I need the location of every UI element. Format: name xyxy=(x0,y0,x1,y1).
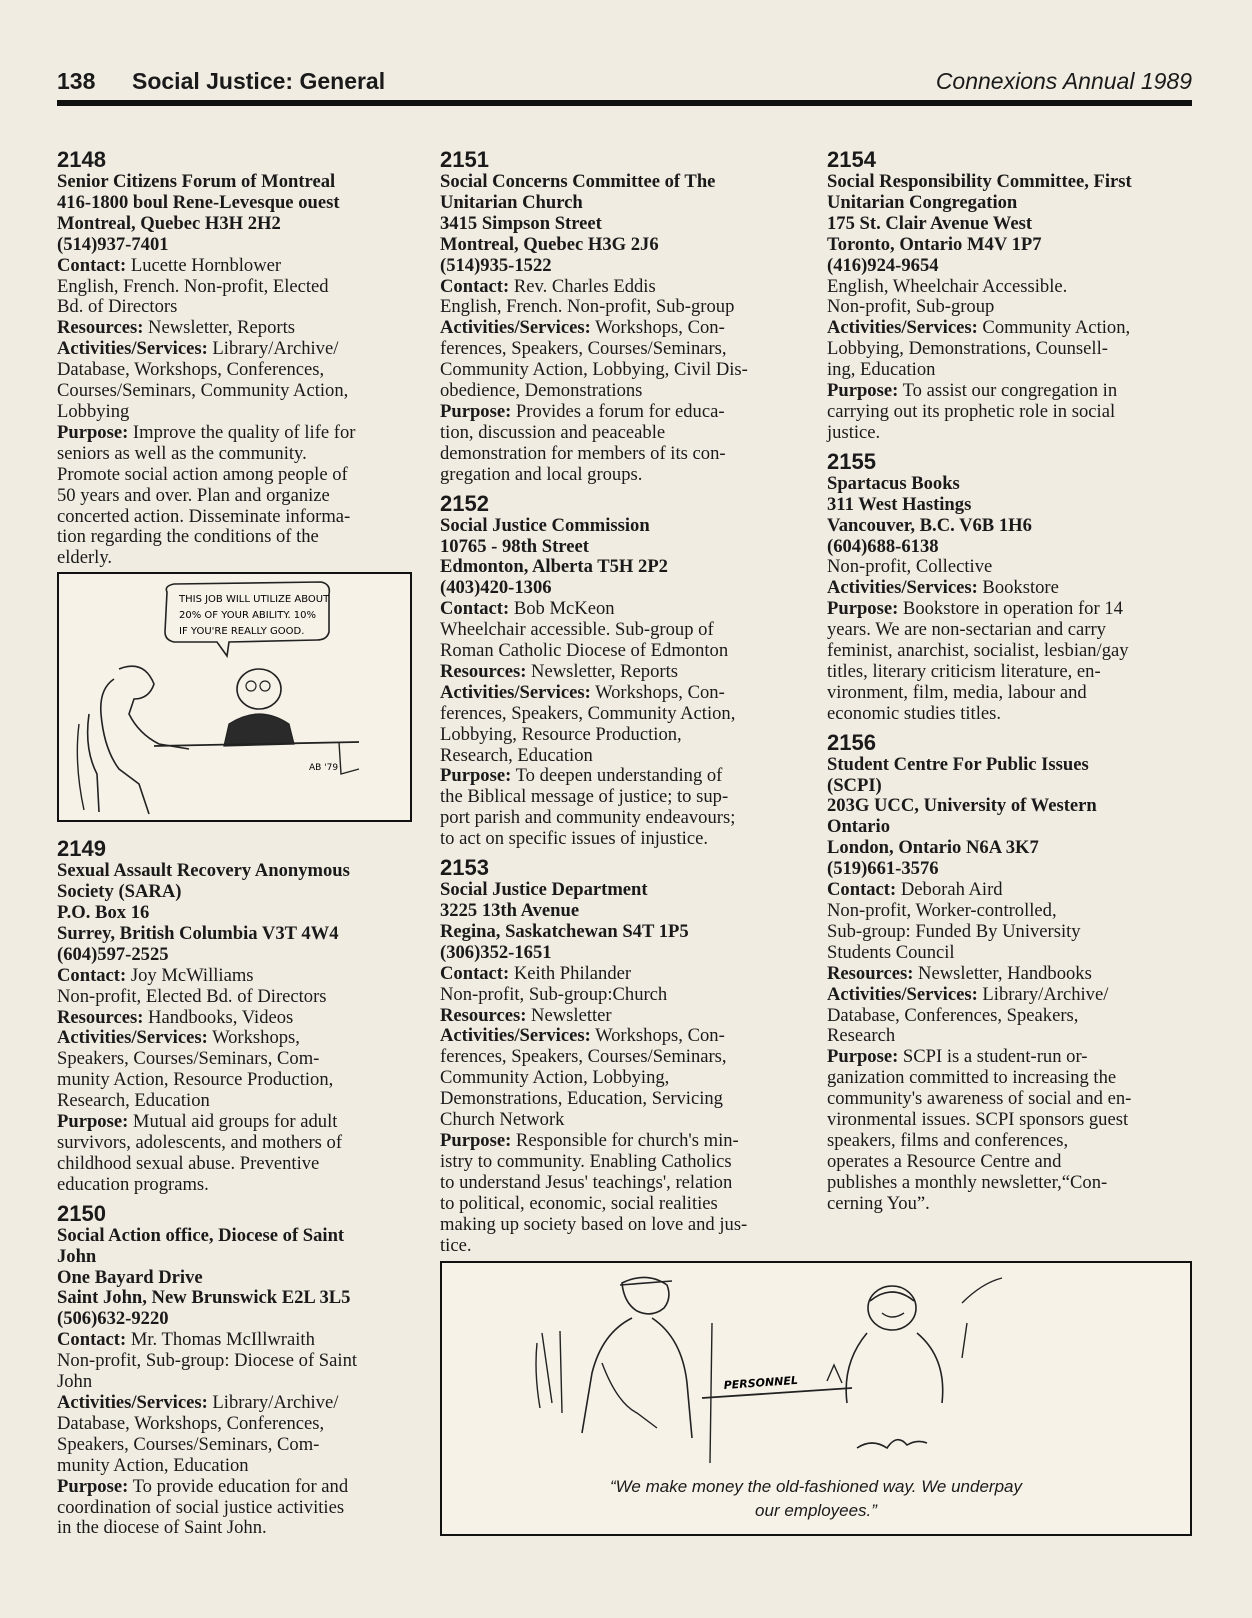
address-line: 10765 - 98th Street xyxy=(440,535,589,557)
address-line: Toronto, Ontario M4V 1P7 xyxy=(827,233,1042,255)
purpose-line: making up society based on love and jus- xyxy=(440,1213,748,1235)
contact-line xyxy=(440,964,810,985)
info-line: English, Wheelchair Accessible. xyxy=(827,275,1068,297)
purpose-label: Purpose: xyxy=(57,421,129,443)
address-line: One Bayard Drive xyxy=(57,1266,203,1288)
activities-line: Lobbying, Resource Production, xyxy=(440,723,682,745)
contact-value: Keith Philander xyxy=(509,962,632,984)
activities-line xyxy=(57,1028,427,1049)
entry-number: 2150 xyxy=(57,1200,106,1226)
purpose-line: childhood sexual abuse. Preventive xyxy=(57,1152,320,1174)
entry-number: 2152 xyxy=(440,490,489,516)
activities-line: Research, Education xyxy=(57,1090,210,1112)
address-line: 416-1800 boul Rene-Levesque ouest xyxy=(57,191,340,213)
purpose-line: elderly. xyxy=(57,547,113,569)
info-line: Non-profit, Sub-group xyxy=(827,296,995,318)
activities-line: Community Action, Lobbying, Civil Dis- xyxy=(440,359,748,381)
activities-value: Library/Archive/ xyxy=(977,983,1109,1005)
address-line: 175 St. Clair Avenue West xyxy=(827,212,1033,234)
cartoon-drawing xyxy=(59,574,410,820)
contact-line xyxy=(57,256,427,277)
info-line: Non-profit, Sub-group: Diocese of Saint xyxy=(57,1350,358,1372)
activities-line xyxy=(827,318,1197,339)
purpose-line: cerning You”. xyxy=(827,1192,930,1214)
address-line: Ontario xyxy=(827,816,891,838)
bubble-line: IF YOU'RE REALLY GOOD. xyxy=(179,626,305,637)
phone: (416)924-9654 xyxy=(827,254,939,276)
purpose-line: justice. xyxy=(827,421,881,443)
activities-label: Activities/Services: xyxy=(440,681,591,703)
purpose-line: education programs. xyxy=(57,1173,209,1195)
contact-value: Lucette Hornblower xyxy=(126,254,282,276)
contact-value: Deborah Aird xyxy=(896,879,1003,901)
activities-label: Activities/Services: xyxy=(827,317,978,339)
phone: (306)352-1651 xyxy=(440,941,552,963)
purpose-line: Promote social action among people of xyxy=(57,463,348,485)
activities-line: Lobbying, Demonstrations, Counsell- xyxy=(827,338,1108,360)
contact-line xyxy=(440,599,810,620)
org-name: Social Justice Commission xyxy=(440,514,650,536)
info-line: Non-profit, Collective xyxy=(827,556,993,578)
activities-line: Lobbying xyxy=(57,400,130,422)
activities-line: Database, Conferences, Speakers, xyxy=(827,1004,1079,1026)
purpose-line: years. We are non-sectarian and carry xyxy=(827,619,1106,641)
info-line: English, French. Non-profit, Elected xyxy=(57,275,329,297)
resources-value: Newsletter, Reports xyxy=(143,317,295,339)
purpose-value: Responsible for church's min- xyxy=(511,1129,739,1151)
org-name: Unitarian Congregation xyxy=(827,191,1018,213)
activities-line xyxy=(440,683,810,704)
purpose-line: publishes a monthly newsletter,“Con- xyxy=(827,1171,1108,1193)
purpose-line: feminist, anarchist, socialist, lesbian/gay xyxy=(827,640,1129,662)
activities-line xyxy=(827,578,1197,599)
purpose-value: Bookstore in operation for 14 xyxy=(898,598,1123,620)
purpose-value: Provides a forum for educa- xyxy=(511,400,725,422)
column-1 xyxy=(57,148,427,1545)
caption-line: “We make money the old-fashioned way. We underpay xyxy=(610,1477,1022,1496)
address-line: 3225 13th Avenue xyxy=(440,900,580,921)
resources-line xyxy=(57,318,427,339)
purpose-line: istry to community. Enabling Catholics xyxy=(440,1150,732,1172)
phone: (604)597-2525 xyxy=(57,943,169,965)
contact-value: Joy McWilliams xyxy=(126,964,254,986)
address-line: Surrey, British Columbia V3T 4W4 xyxy=(57,922,339,944)
info-line: Non-profit, Worker-controlled, xyxy=(827,900,1057,921)
resources-value: Newsletter, Handbooks xyxy=(913,962,1092,984)
info-line: Sub-group: Funded By University xyxy=(827,920,1081,942)
purpose-line: vironment, film, media, labour and xyxy=(827,681,1087,703)
purpose-value: To provide education for and xyxy=(128,1475,349,1497)
entry-2148 xyxy=(57,148,427,569)
activities-line: ing, Education xyxy=(827,359,936,381)
entry-2155 xyxy=(827,450,1197,725)
purpose-line: survivors, adolescents, and mothers of xyxy=(57,1132,343,1153)
activities-line: Research xyxy=(827,1025,896,1047)
contact-label: Contact: xyxy=(440,962,510,984)
entry-number: 2156 xyxy=(827,729,876,755)
contact-label: Contact: xyxy=(57,1329,127,1351)
contact-value: Mr. Thomas McIllwraith xyxy=(126,1329,315,1351)
activities-line: Speakers, Courses/Seminars, Com- xyxy=(57,1048,320,1070)
purpose-label: Purpose: xyxy=(440,400,512,422)
purpose-line: to political, economic, social realities xyxy=(440,1192,718,1214)
purpose-line xyxy=(440,1131,810,1152)
activities-line: munity Action, Resource Production, xyxy=(57,1069,334,1091)
activities-line: Church Network xyxy=(440,1109,565,1131)
activities-line: Database, Workshops, Conferences, xyxy=(57,359,325,381)
resources-label: Resources: xyxy=(57,1006,144,1028)
personnel-sign: PERSONNEL xyxy=(723,1373,799,1392)
address-line: Montreal, Quebec H3H 2H2 xyxy=(57,212,281,234)
purpose-value: To assist our congregation in xyxy=(898,380,1118,402)
activities-line: ferences, Speakers, Courses/Seminars, xyxy=(440,1046,727,1068)
activities-label: Activities/Services: xyxy=(827,577,978,599)
address-line: Edmonton, Alberta T5H 2P2 xyxy=(440,556,668,578)
bubble-line: 20% OF YOUR ABILITY. 10% xyxy=(179,610,317,621)
purpose-line: concerted action. Disseminate informa- xyxy=(57,505,351,527)
activities-line: munity Action, Education xyxy=(57,1454,249,1476)
entry-number: 2155 xyxy=(827,448,876,474)
entry-number: 2151 xyxy=(440,147,489,172)
info-line: Wheelchair accessible. Sub-group of xyxy=(440,619,714,641)
activities-value: Library/Archive/ xyxy=(207,338,339,360)
resources-value: Newsletter xyxy=(526,1004,612,1026)
purpose-line xyxy=(57,1112,427,1133)
address-line: 203G UCC, University of Western xyxy=(827,795,1097,817)
entry-2150 xyxy=(57,1202,427,1540)
contact-value: Bob McKeon xyxy=(509,598,615,620)
purpose-line xyxy=(57,423,427,444)
resources-value: Newsletter, Reports xyxy=(526,660,678,682)
entry-number: 2149 xyxy=(57,836,106,862)
cartoon-signature: AB '79 xyxy=(309,763,339,773)
address-line: Montreal, Quebec H3G 2J6 xyxy=(440,233,659,255)
purpose-label: Purpose: xyxy=(827,380,899,402)
purpose-line: economic studies titles. xyxy=(827,702,1002,724)
entry-2154 xyxy=(827,148,1197,444)
activities-label: Activities/Services: xyxy=(827,983,978,1005)
page-number: 138 xyxy=(57,68,96,94)
activities-line: Courses/Seminars, Community Action, xyxy=(57,380,349,402)
org-name: Student Centre For Public Issues xyxy=(827,753,1089,775)
purpose-line: titles, literary criticism literature, en- xyxy=(827,660,1101,682)
purpose-line: to understand Jesus' teachings', relation xyxy=(440,1171,733,1193)
org-name: Social Concerns Committee of The xyxy=(440,171,716,192)
address-line: 3415 Simpson Street xyxy=(440,212,602,234)
activities-label: Activities/Services: xyxy=(440,1025,591,1047)
cartoon-personnel xyxy=(440,1261,1192,1536)
phone: (514)937-7401 xyxy=(57,233,169,255)
bubble-line: THIS JOB WILL UTILIZE ABOUT xyxy=(179,594,330,605)
activities-line: Speakers, Courses/Seminars, Com- xyxy=(57,1433,320,1455)
activities-label: Activities/Services: xyxy=(57,1391,208,1413)
info-line: Non-profit, Sub-group:Church xyxy=(440,983,668,1005)
phone: (514)935-1522 xyxy=(440,254,552,276)
activities-value: Workshops, Con- xyxy=(590,1025,725,1047)
contact-line xyxy=(440,277,810,298)
org-name: Sexual Assault Recovery Anonymous xyxy=(57,860,350,882)
contact-line xyxy=(57,1330,427,1351)
purpose-line: operates a Resource Centre and xyxy=(827,1150,1062,1172)
caption-line: our employees.” xyxy=(755,1501,877,1520)
purpose-line: the Biblical message of justice; to sup- xyxy=(440,786,729,808)
activities-line: obedience, Demonstrations xyxy=(440,380,643,402)
purpose-line xyxy=(440,766,810,787)
resources-line xyxy=(440,662,810,683)
activities-value: Community Action, xyxy=(977,317,1131,339)
address-line: P.O. Box 16 xyxy=(57,902,150,924)
org-name: John xyxy=(57,1245,97,1267)
activities-line: ferences, Speakers, Community Action, xyxy=(440,702,736,724)
column-2 xyxy=(440,148,810,1262)
entry-2149 xyxy=(57,837,427,1196)
activities-line xyxy=(827,985,1197,1006)
purpose-line: carrying out its prophetic role in social xyxy=(827,400,1116,422)
publication-title: Connexions Annual 1989 xyxy=(935,68,1192,94)
activities-label: Activities/Services: xyxy=(57,338,208,360)
org-name: Society (SARA) xyxy=(57,881,182,903)
activities-value: Workshops, Con- xyxy=(590,681,725,703)
purpose-line: seniors as well as the community. xyxy=(57,442,307,464)
activities-value: Workshops, xyxy=(207,1027,300,1049)
address-line: Vancouver, B.C. V6B 1H6 xyxy=(827,514,1032,536)
purpose-line: tion regarding the conditions of the xyxy=(57,526,319,548)
info-line: Students Council xyxy=(827,941,955,963)
phone: (403)420-1306 xyxy=(440,577,552,599)
section-title: Social Justice: General xyxy=(132,68,386,94)
org-name: (SCPI) xyxy=(827,774,882,796)
info-line: Non-profit, Elected Bd. of Directors xyxy=(57,985,327,1007)
resources-value: Handbooks, Videos xyxy=(143,1006,294,1028)
purpose-line: speakers, films and conferences, xyxy=(827,1129,1069,1151)
phone: (506)632-9220 xyxy=(57,1308,169,1330)
resources-line xyxy=(827,964,1197,985)
contact-value: Rev. Charles Eddis xyxy=(509,275,656,297)
org-name: Social Action office, Diocese of Saint xyxy=(57,1224,345,1246)
page-header xyxy=(57,66,1192,106)
purpose-line xyxy=(827,599,1197,620)
column-3 xyxy=(827,148,1197,1221)
activities-line: ferences, Speakers, Courses/Seminars, xyxy=(440,338,727,360)
activities-line: Database, Workshops, Conferences, xyxy=(57,1412,325,1434)
phone: (604)688-6138 xyxy=(827,535,939,557)
purpose-value: Improve the quality of life for xyxy=(128,421,356,443)
address-line: Regina, Saskatchewan S4T 1P5 xyxy=(440,920,689,942)
info-line: Roman Catholic Diocese of Edmonton xyxy=(440,640,729,662)
address-line: Saint John, New Brunswick E2L 3L5 xyxy=(57,1287,351,1309)
org-name: Unitarian Church xyxy=(440,191,583,213)
purpose-label: Purpose: xyxy=(57,1475,129,1497)
info-line: English, French. Non-profit, Sub-group xyxy=(440,296,735,318)
resources-label: Resources: xyxy=(827,962,914,984)
purpose-line: in the diocese of Saint John. xyxy=(57,1517,267,1539)
purpose-line: ganization committed to increasing the xyxy=(827,1067,1117,1089)
purpose-value: Mutual aid groups for adult xyxy=(128,1111,338,1133)
contact-label: Contact: xyxy=(57,254,127,276)
purpose-label: Purpose: xyxy=(440,765,512,787)
activities-line xyxy=(440,318,810,339)
purpose-line xyxy=(827,1047,1197,1068)
entry-2151 xyxy=(440,148,810,486)
activities-line xyxy=(57,339,427,360)
address-line: London, Ontario N6A 3K7 xyxy=(827,837,1039,859)
address-line: 311 West Hastings xyxy=(827,493,972,515)
purpose-line: demonstration for members of its con- xyxy=(440,442,726,464)
org-name: Social Justice Department xyxy=(440,879,648,901)
entry-number: 2148 xyxy=(57,147,106,172)
activities-line xyxy=(440,1026,810,1047)
resources-line xyxy=(57,1008,427,1029)
cartoon-caption xyxy=(442,1475,1190,1523)
activities-value: Bookstore xyxy=(977,577,1059,599)
resources-label: Resources: xyxy=(57,317,144,339)
purpose-line: vironmental issues. SCPI sponsors guest xyxy=(827,1109,1129,1131)
contact-label: Contact: xyxy=(440,275,510,297)
entry-2156 xyxy=(827,731,1197,1215)
entry-2152 xyxy=(440,492,810,851)
purpose-line: tion, discussion and peaceable xyxy=(440,421,666,443)
resources-label: Resources: xyxy=(440,1004,527,1026)
contact-label: Contact: xyxy=(57,964,127,986)
activities-value: Workshops, Con- xyxy=(590,317,725,339)
resources-label: Resources: xyxy=(440,660,527,682)
contact-line xyxy=(57,966,427,987)
purpose-line xyxy=(827,381,1197,402)
activities-line xyxy=(57,1393,427,1414)
purpose-label: Purpose: xyxy=(827,1046,899,1068)
purpose-line xyxy=(440,402,810,423)
contact-line xyxy=(827,880,1197,901)
purpose-line: port parish and community endeavours; xyxy=(440,807,736,829)
purpose-line: to act on specific issues of injustice. xyxy=(440,828,708,850)
contact-label: Contact: xyxy=(827,879,897,901)
info-line: John xyxy=(57,1371,93,1393)
purpose-value: SCPI is a student-run or- xyxy=(898,1046,1088,1068)
entry-number: 2153 xyxy=(440,855,489,881)
purpose-line: tice. xyxy=(440,1234,472,1256)
purpose-label: Purpose: xyxy=(440,1129,512,1151)
activities-line: Research, Education xyxy=(440,744,593,766)
info-line: Bd. of Directors xyxy=(57,296,178,318)
activities-label: Activities/Services: xyxy=(440,317,591,339)
cartoon-drawing xyxy=(442,1263,1190,1473)
resources-line xyxy=(440,1006,810,1027)
org-name: Social Responsibility Committee, First xyxy=(827,171,1132,192)
activities-line: Demonstrations, Education, Servicing xyxy=(440,1088,723,1110)
contact-label: Contact: xyxy=(440,598,510,620)
purpose-label: Purpose: xyxy=(57,1111,129,1133)
cartoon-job-interview xyxy=(57,572,412,822)
org-name: Spartacus Books xyxy=(827,472,960,494)
purpose-value: To deepen understanding of xyxy=(511,765,723,787)
activities-value: Library/Archive/ xyxy=(207,1391,339,1413)
entry-number: 2154 xyxy=(827,147,876,172)
purpose-line: coordination of social justice activities xyxy=(57,1496,345,1518)
activities-label: Activities/Services: xyxy=(57,1027,208,1049)
org-name: Senior Citizens Forum of Montreal xyxy=(57,171,336,192)
phone: (519)661-3576 xyxy=(827,858,939,880)
purpose-label: Purpose: xyxy=(827,598,899,620)
activities-line: Community Action, Lobbying, xyxy=(440,1067,670,1089)
purpose-line xyxy=(57,1477,427,1498)
purpose-line: gregation and local groups. xyxy=(440,463,643,485)
purpose-line: 50 years and over. Plan and organize xyxy=(57,484,330,506)
entry-2153 xyxy=(440,856,810,1256)
purpose-line: community's awareness of social and en- xyxy=(827,1088,1132,1110)
